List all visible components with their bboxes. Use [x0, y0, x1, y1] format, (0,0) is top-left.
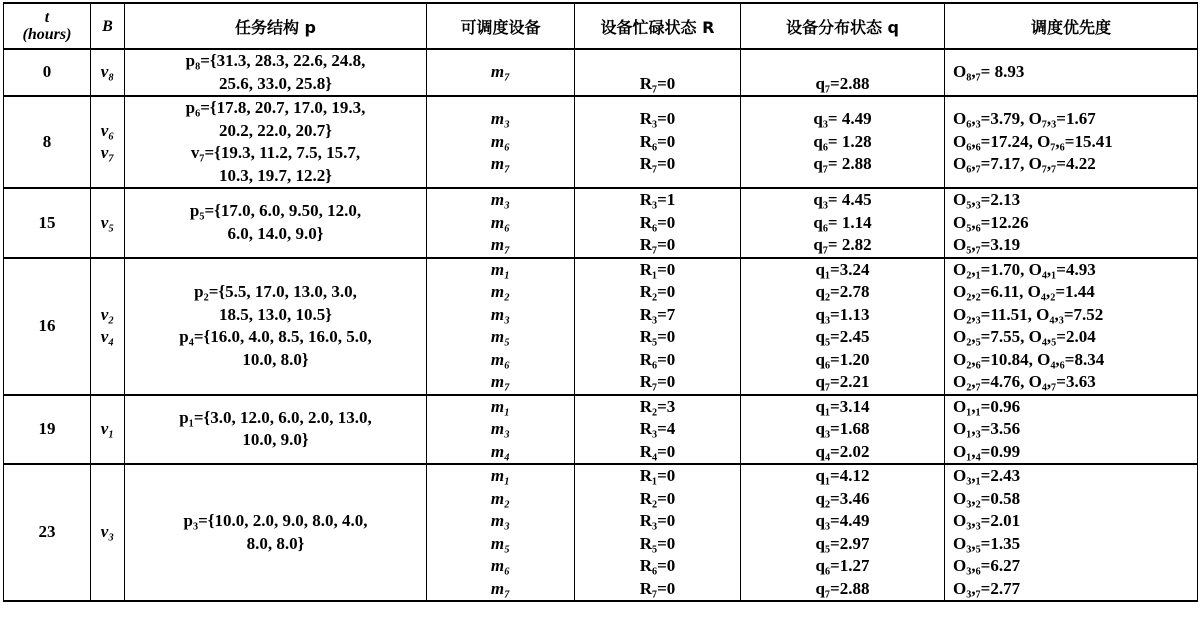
task-structure-line: 6.0, 14.0, 9.0} — [227, 223, 324, 243]
task-structure-line: p₆={17.8, 20.7, 17.0, 19.3, — [185, 98, 366, 117]
priority-line: O₆,₆=17.24, O₇,₆=15.41 — [953, 131, 1113, 151]
header-schedulable-devices: 可调度设备 — [427, 3, 575, 49]
device-line: m₇ — [490, 235, 511, 254]
device-line: m₅ — [490, 533, 511, 553]
table-row — [4, 395, 1198, 465]
device-cell — [427, 188, 575, 258]
busy-state-line: R₂=0 — [639, 282, 676, 301]
batch-cell — [91, 395, 125, 465]
batch-cell — [91, 96, 125, 188]
distribution-state-line: q₃= 4.45 — [813, 190, 872, 209]
device-line: m₆ — [490, 131, 511, 151]
priority-line: O₂,₂=6.11, O₄,₂=1.44 — [953, 282, 1095, 301]
priority-cell — [945, 49, 1198, 96]
distribution-state-cell — [741, 395, 945, 465]
task-structure-line: 18.5, 13.0, 10.5} — [219, 304, 332, 324]
header-device-distribution-state: 设备分布状态 q — [741, 3, 945, 49]
device-cell — [427, 395, 575, 465]
time-line: 8 — [42, 131, 52, 151]
priority-line: O₆,₇=7.17, O₇,₇=4.22 — [953, 154, 1096, 174]
busy-state-cell — [575, 395, 741, 465]
batch-cell — [91, 258, 125, 395]
device-line: m₄ — [490, 441, 511, 461]
priority-line: O₁,₄=0.99 — [953, 441, 1021, 461]
task-structure-line: 25.6, 33.0, 25.8} — [219, 73, 332, 93]
distribution-state-line: q₁=4.12 — [815, 466, 870, 485]
device-line: m₃ — [490, 109, 511, 129]
distribution-state-line: q₇=2.88 — [815, 578, 870, 598]
batch-line: v₄ — [100, 327, 115, 346]
priority-line: O₃,₆=6.27 — [953, 556, 1021, 575]
priority-line: O₆,₃=3.79, O₇,₃=1.67 — [953, 109, 1096, 129]
busy-state-line: R₃=7 — [639, 304, 676, 324]
table-row — [4, 96, 1198, 188]
busy-state-line: R₆=0 — [639, 131, 676, 151]
priority-line: O₅,₇=3.19 — [953, 235, 1021, 254]
priority-line: O₂,₇=4.76, O₄,₇=3.63 — [953, 372, 1096, 391]
busy-state-line: R₃=0 — [639, 511, 676, 530]
distribution-state-line: q₇= 2.82 — [813, 235, 872, 254]
busy-state-cell — [575, 96, 741, 188]
distribution-state-line: q₂=2.78 — [815, 282, 870, 301]
busy-state-cell — [575, 258, 741, 395]
device-line: m₂ — [490, 282, 511, 301]
priority-cell — [945, 464, 1198, 601]
batch-cell — [91, 188, 125, 258]
task-structure-line: 10.0, 9.0} — [242, 430, 309, 450]
priority-line: O₃,₁=2.43 — [953, 466, 1021, 485]
priority-cell — [945, 258, 1198, 395]
busy-state-cell — [575, 464, 741, 601]
busy-state-line: R₁=0 — [639, 259, 676, 279]
time-cell — [4, 49, 91, 96]
batch-line: v₂ — [100, 304, 115, 324]
distribution-state-line: q₁=3.24 — [815, 259, 870, 279]
header-row — [4, 3, 1198, 49]
task-structure-cell — [125, 464, 427, 601]
distribution-state-line: q₆= 1.28 — [813, 131, 872, 151]
batch-cell — [91, 464, 125, 601]
distribution-state-cell — [741, 49, 945, 96]
device-line: m₁ — [490, 396, 511, 416]
task-structure-line: p₁={3.0, 12.0, 6.0, 2.0, 13.0, — [179, 407, 372, 427]
device-line: m₃ — [490, 419, 511, 438]
task-structure-line: p₄={16.0, 4.0, 8.5, 16.0, 5.0, — [179, 327, 372, 346]
distribution-state-line: q₅=2.97 — [815, 533, 870, 553]
time-line: 15 — [38, 212, 56, 232]
device-line: m₂ — [490, 488, 511, 508]
task-structure-cell — [125, 49, 427, 96]
device-line: m₆ — [490, 556, 511, 575]
distribution-state-line: q₃=4.49 — [815, 511, 870, 530]
task-structure-line: p₃={10.0, 2.0, 9.0, 8.0, 4.0, — [183, 511, 368, 530]
busy-state-line: R₆=0 — [639, 212, 676, 232]
distribution-state-line: q₄=2.02 — [815, 441, 870, 461]
device-line: m₇ — [490, 578, 511, 598]
device-line: m₅ — [490, 327, 511, 346]
time-cell — [4, 258, 91, 395]
priority-line: O₁,₁=0.96 — [953, 396, 1021, 416]
time-cell — [4, 96, 91, 188]
device-cell — [427, 464, 575, 601]
distribution-state-line: q₃=1.13 — [815, 304, 870, 324]
table-body — [4, 49, 1198, 601]
time-cell — [4, 188, 91, 258]
busy-state-line: R₅=0 — [639, 533, 676, 553]
busy-state-line: R₄=0 — [639, 441, 676, 461]
time-cell — [4, 464, 91, 601]
header-task-structure: 任务结构 p — [125, 3, 427, 49]
task-structure-line: 10.0, 8.0} — [242, 349, 309, 369]
device-line: m₆ — [490, 349, 511, 369]
batch-line: v₅ — [100, 212, 115, 232]
header-time: t (hours) — [4, 3, 91, 49]
device-line: m₃ — [490, 190, 511, 209]
distribution-state-line: q₆= 1.14 — [813, 212, 872, 232]
busy-state-line: R₁=0 — [639, 466, 676, 485]
task-structure-line: 10.3, 19.7, 12.2} — [219, 165, 332, 185]
header-scheduling-priority: 调度优先度 — [945, 3, 1198, 49]
busy-state-line: R₅=0 — [639, 327, 676, 346]
time-line: 0 — [42, 62, 52, 82]
distribution-state-line: q₇=2.21 — [815, 372, 870, 391]
distribution-state-line: q₃= 4.49 — [813, 109, 872, 129]
task-structure-line: 20.2, 22.0, 20.7} — [219, 120, 332, 140]
busy-state-line: R₃=4 — [639, 419, 676, 438]
priority-cell — [945, 395, 1198, 465]
table-row — [4, 258, 1198, 395]
task-structure-cell — [125, 395, 427, 465]
batch-line: v₃ — [100, 522, 115, 542]
task-structure-cell — [125, 258, 427, 395]
priority-line: O₃,₂=0.58 — [953, 488, 1021, 508]
busy-state-line: R₃=0 — [639, 109, 676, 129]
device-line: m₇ — [490, 154, 511, 174]
busy-state-line: R₂=0 — [639, 488, 676, 508]
device-cell — [427, 258, 575, 395]
busy-state-line: R₃=1 — [639, 190, 676, 209]
task-structure-line: p₅={17.0, 6.0, 9.50, 12.0, — [189, 201, 362, 221]
busy-state-cell — [575, 49, 741, 96]
batch-line: v₇ — [100, 143, 115, 162]
distribution-state-cell — [741, 258, 945, 395]
priority-line: O₂,₅=7.55, O₄,₅=2.04 — [953, 327, 1096, 346]
busy-state-line: R₇=0 — [639, 372, 676, 391]
task-structure-line: v₇={19.3, 11.2, 7.5, 15.7, — [190, 143, 361, 162]
priority-line: O₅,₃=2.13 — [953, 190, 1021, 209]
device-line: m₁ — [490, 259, 511, 279]
distribution-state-line: q₆=1.27 — [815, 556, 870, 575]
batch-cell — [91, 49, 125, 96]
busy-state-line: R₂=3 — [639, 396, 676, 416]
device-line: m₇ — [490, 62, 511, 82]
device-line: m₆ — [490, 212, 511, 232]
distribution-state-cell — [741, 96, 945, 188]
busy-state-line: R₆=0 — [639, 349, 676, 369]
distribution-state-cell — [741, 188, 945, 258]
distribution-state-line: q₅=2.45 — [815, 327, 870, 346]
busy-state-line: R₇=0 — [639, 578, 676, 598]
priority-line: O₃,₅=1.35 — [953, 533, 1021, 553]
distribution-state-line: q₇=2.88 — [815, 73, 870, 93]
time-line: 23 — [38, 522, 56, 542]
busy-state-line: R₇=0 — [639, 154, 676, 174]
scheduling-table — [3, 2, 1198, 602]
device-line: m₇ — [490, 372, 511, 391]
distribution-state-line: q₂=3.46 — [815, 488, 870, 508]
busy-state-cell — [575, 188, 741, 258]
priority-line: O₃,₃=2.01 — [953, 511, 1021, 530]
header-device-busy-state: 设备忙碌状态 R — [575, 3, 741, 49]
time-line: 16 — [38, 315, 56, 335]
distribution-state-cell — [741, 464, 945, 601]
task-structure-line: 8.0, 8.0} — [246, 533, 305, 553]
task-structure-cell — [125, 188, 427, 258]
batch-line: v₁ — [100, 419, 115, 438]
priority-line: O₃,₇=2.77 — [953, 578, 1021, 598]
header-batch: B — [91, 3, 125, 49]
time-line: 19 — [38, 419, 56, 438]
device-cell — [427, 49, 575, 96]
distribution-state-line: q₃=1.68 — [815, 419, 870, 438]
priority-cell — [945, 96, 1198, 188]
device-cell — [427, 96, 575, 188]
priority-line: O₂,₃=11.51, O₄,₃=7.52 — [953, 304, 1104, 324]
busy-state-line: R₇=0 — [639, 235, 676, 254]
busy-state-line: R₇=0 — [639, 73, 676, 93]
distribution-state-line: q₇= 2.88 — [813, 154, 872, 174]
task-structure-line: p₈={31.3, 28.3, 22.6, 24.8, — [185, 51, 366, 70]
table-row — [4, 49, 1198, 96]
priority-line: O₁,₃=3.56 — [953, 419, 1021, 438]
device-line: m₁ — [490, 466, 511, 485]
device-line: m₃ — [490, 304, 511, 324]
priority-line: O₂,₆=10.84, O₄,₆=8.34 — [953, 349, 1105, 369]
task-structure-cell — [125, 96, 427, 188]
priority-cell — [945, 188, 1198, 258]
table-row — [4, 188, 1198, 258]
priority-line: O₈,₇= 8.93 — [953, 62, 1025, 82]
busy-state-line: R₆=0 — [639, 556, 676, 575]
time-cell — [4, 395, 91, 465]
priority-line: O₅,₆=12.26 — [953, 212, 1029, 232]
batch-line: v₆ — [100, 120, 115, 140]
task-structure-line: p₂={5.5, 17.0, 13.0, 3.0, — [194, 282, 357, 301]
batch-line: v₈ — [100, 62, 115, 82]
distribution-state-line: q₁=3.14 — [815, 396, 870, 416]
priority-line: O₂,₁=1.70, O₄,₁=4.93 — [953, 259, 1096, 279]
distribution-state-line: q₆=1.20 — [815, 349, 870, 369]
table-row — [4, 464, 1198, 601]
device-line: m₃ — [490, 511, 511, 530]
